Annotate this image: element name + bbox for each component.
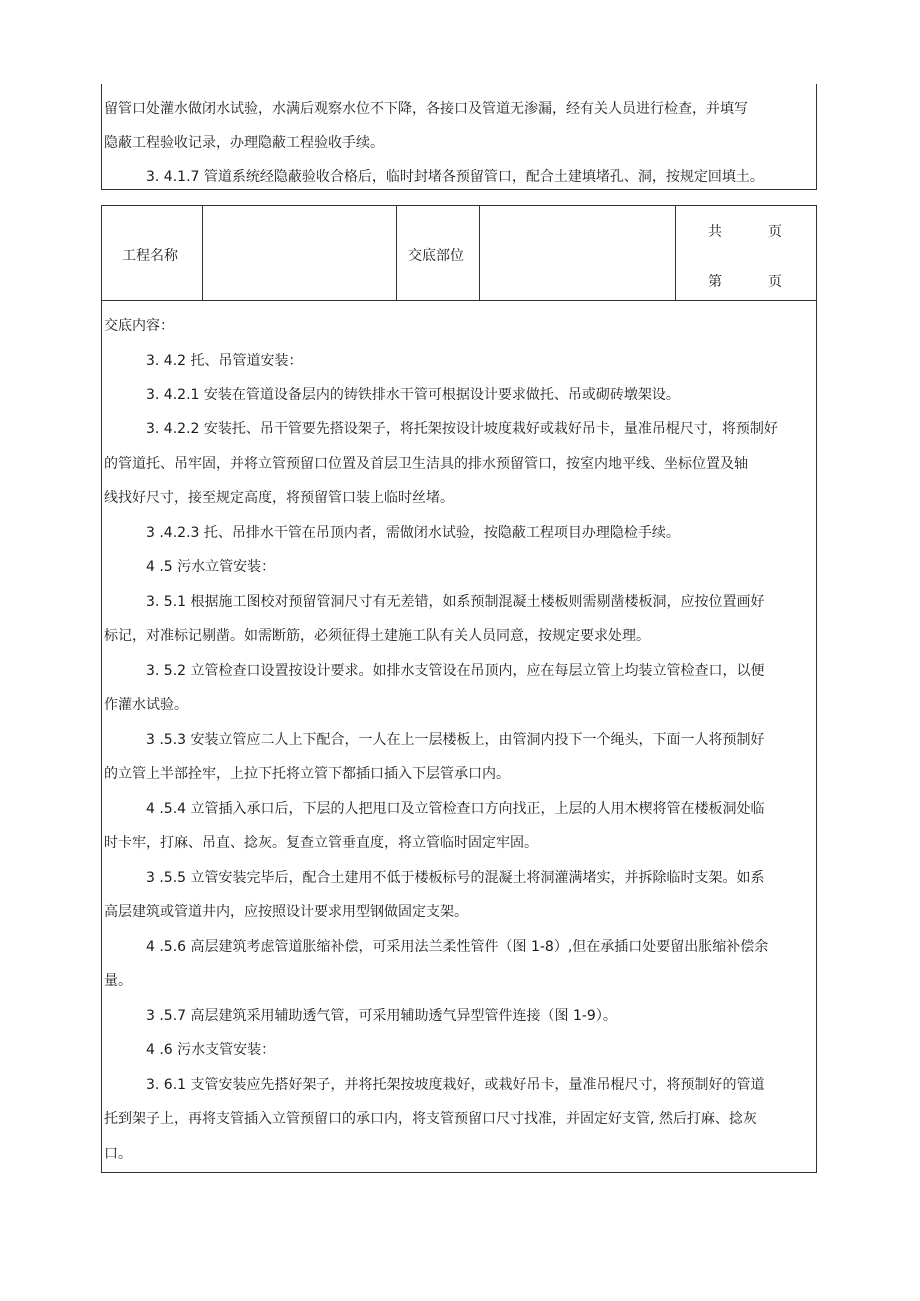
content-line: 时卡牢，打麻、吊直、捻灰。复查立管垂直度，将立管临时固定牢固。	[104, 835, 538, 851]
top-line-1: 留管口处灌水做闭水试验，水满后观察水位不下降，各接口及管道无渗漏，经有关人员进行检查，并填写	[104, 101, 748, 117]
content-line: 3. 4.2.1 安装在管道设备层内的铸铁排水干管可根据设计要求做托、吊或砌砖墩架设。	[146, 387, 680, 403]
content-line: 的管道托、吊牢固，并将立管预留口位置及首层卫生洁具的排水预留管口，按室内地平线、坐标位置及轴	[104, 456, 748, 472]
handover-part-label: 交底部位	[408, 248, 464, 264]
content-line: 3. 4.2 托、吊管道安装：	[146, 353, 303, 369]
content-line: 3 .5.7 高层建筑采用辅助透气管，可采用辅助透气异型管件连接（图 1-9）。	[146, 1008, 617, 1024]
content-line: 4 .5.6 高层建筑考虑管道胀缩补偿，可采用法兰柔性管件（图 1-8）,但在承插口处要留出胀缩补偿余	[146, 939, 769, 955]
project-name-label: 工程名称	[122, 248, 178, 264]
content-line: 3 .5.3 安装立管应二人上下配合，一人在上一层楼板上，由管洞内投下一个绳头，下面一人将预制好	[146, 732, 765, 748]
current-page-label: 第	[708, 274, 722, 290]
content-line: 3. 6.1 支管安装应先搭好架子，并将托架按坡度栽好，或栽好吊卡，量准吊棍尺寸，将预制好的管道	[146, 1077, 765, 1093]
content-line: 线找好尺寸，接至规定高度，将预留管口装上临时丝堵。	[104, 490, 454, 506]
content-line: 口。	[104, 1146, 132, 1162]
content-line: 3. 5.1 根据施工图校对预留管洞尺寸有无差错，如系预制混凝土楼板则需剔凿楼板洞，应按位置画好	[146, 594, 765, 610]
content-line: 4 .6 污水支管安装：	[146, 1042, 276, 1058]
content-line: 高层建筑或管道井内，应按照设计要求用型钢做固定支架。	[104, 904, 468, 920]
content-line: 作灌水试验。	[104, 697, 188, 713]
content-line: 4 .5.4 立管插入承口后，下层的人把甩口及立管检查口方向找正，上层的人用木楔将管在楼板洞处临	[146, 801, 765, 817]
content-title: 交底内容：	[104, 318, 174, 334]
top-line-3: 3. 4.1.7 管道系统经隐蔽验收合格后，临时封堵各预留管口，配合土建填堵孔、洞，按规定回填土。	[146, 169, 764, 185]
content-line: 3. 5.2 立管检查口设置按设计要求。如排水支管设在吊顶内，应在每层立管上均装立管检查口，以便	[146, 663, 765, 679]
content-line: 量。	[104, 973, 132, 989]
content-line: 的立管上半部拴牢，上拉下托将立管下都插口插入下层管承口内。	[104, 766, 510, 782]
header-table	[101, 205, 817, 301]
total-pages-label: 共	[708, 224, 722, 240]
content-line: 3. 4.2.2 安装托、吊干管要先搭设架子，将托架按设计坡度栽好或栽好吊卡，量准吊棍尺寸，将预制好	[146, 421, 778, 437]
content-line: 托到架子上，再将支管插入立管预留口的承口内，将支管预留口尺寸找准，并固定好支管, 然后打麻、捻灰	[104, 1111, 757, 1127]
content-line: 3 .4.2.3 托、吊排水干管在吊顶内者，需做闭水试验，按隐蔽工程项目办理隐检手续。	[146, 525, 680, 541]
content-line: 3 .5.5 立管安装完毕后，配合土建用不低于楼板标号的混凝土将洞灌满堵实，并拆除临时支架。如系	[146, 870, 765, 886]
total-pages-unit: 页	[768, 224, 782, 240]
content-line: 标记，对准标记剔凿。如需断筋，必须征得土建施工队有关人员同意，按规定要求处理。	[104, 628, 650, 644]
content-line: 4 .5 污水立管安装：	[146, 559, 276, 575]
current-page-unit: 页	[768, 274, 782, 290]
top-line-2: 隐蔽工程验收记录，办理隐蔽工程验收手续。	[104, 135, 384, 151]
